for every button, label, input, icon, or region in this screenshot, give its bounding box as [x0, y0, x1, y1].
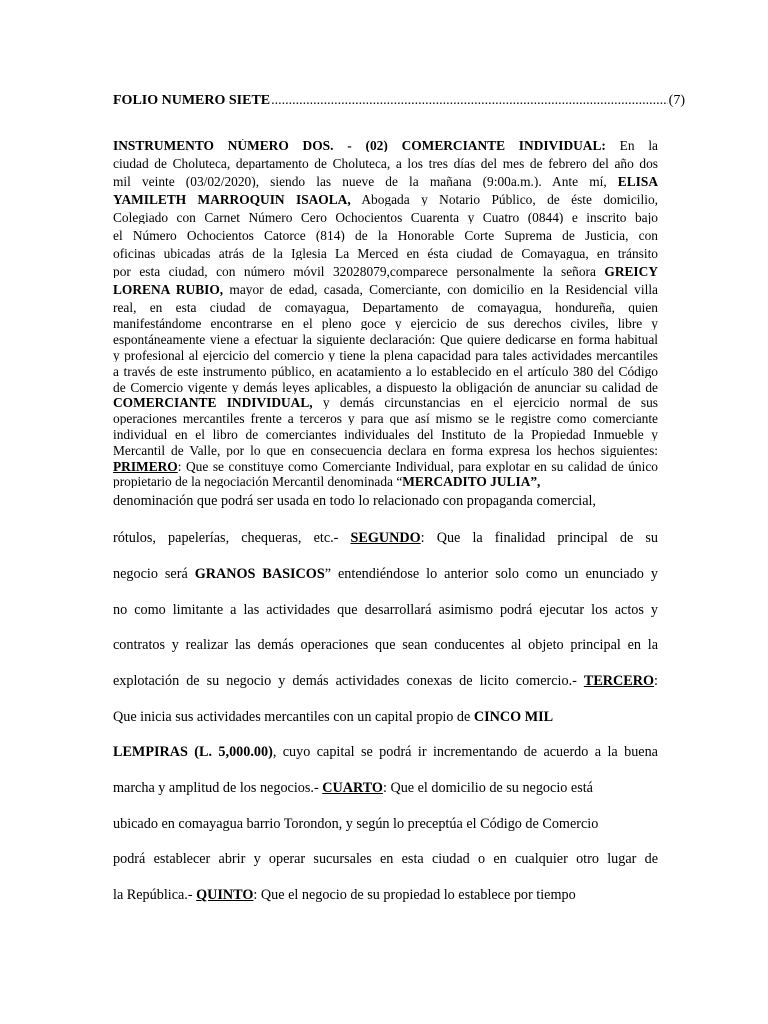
text-line: Mercantil de Valle, por lo que en consecuencia declara en forma expresa los hechos siguientes: — [113, 444, 658, 458]
text-line — [113, 265, 658, 278]
text-line: denominación que podrá ser usada en todo lo relacionado con propaganda comercial, — [113, 494, 596, 509]
text-line: y profesional al ejercicio del comercio y tiene la plena capacidad para tales actividades mercantiles — [113, 349, 658, 363]
text-line — [113, 567, 658, 581]
text-run: mayor de edad, casada, Comerciante, con domicilio en la Residencial villa — [223, 283, 658, 297]
text-line — [113, 193, 658, 206]
text-line — [113, 283, 658, 296]
text-run: Abogada y Notario Público, de éste domicilio, — [350, 193, 658, 207]
text-line — [113, 888, 658, 902]
text-line — [113, 175, 658, 188]
clause-heading: QUINTO — [196, 888, 254, 903]
text-line: ciudad de Choluteca, departamento de Choluteca, a los tres días del mes de febrero del año dos — [113, 157, 658, 171]
emphasis-text: COMERCIANTE INDIVIDUAL, — [113, 396, 313, 410]
text-run: marcha y amplitud de los negocios.- — [113, 781, 323, 796]
text-line — [113, 674, 658, 688]
text-line — [113, 396, 658, 409]
text-run: Que inicia sus actividades mercantiles con un capital propio de — [113, 710, 474, 725]
emphasis-text: GRANOS BASICOS — [194, 567, 325, 582]
text-line: real, en esta ciudad de comayagua, Departamento de comayagua, hondureña, quien — [113, 301, 658, 315]
text-line: individual en el libro de comerciantes individuales del Instituto de la Propiedad Inmueble y — [113, 428, 658, 442]
text-run: explotación de su negocio y demás actividades conexas de licito comercio.- — [113, 674, 584, 689]
text-run: mil veinte (03/02/2020), siendo las nueve de la mañana (9:00a.m.). Ante mí, — [113, 175, 607, 189]
text-run: En la — [605, 139, 658, 153]
folio-title: FOLIO NUMERO SIETE — [113, 93, 271, 108]
text-line — [113, 460, 658, 473]
text-line: a través de este instrumento público, en acatamiento a lo establecido en el artículo 380 del Código — [113, 365, 658, 379]
clause-heading: CUARTO — [322, 781, 383, 796]
text-line: no como limitante a las actividades que desarrollará asimismo podrá ejecutar los actos y — [113, 603, 658, 618]
capital-amount: CINCO MIL — [473, 710, 554, 725]
text-line — [113, 781, 658, 795]
text-line: espontáneamente viene a efectuar la siguiente declaración: Que quiere dedicarse en forma habitual — [113, 333, 658, 347]
text-line — [113, 139, 658, 152]
clause-heading: TERCERO — [583, 674, 655, 689]
text-line: contratos y realizar las demás operaciones que sean conducentes al objeto principal en la — [113, 638, 658, 653]
text-run: : Que la finalidad principal de su — [420, 531, 658, 546]
notary-name: YAMILETH MARROQUIN ISAOLA, — [113, 193, 351, 207]
appearing-party-name: LORENA RUBIO, — [113, 283, 224, 297]
clause-heading: PRIMERO — [113, 460, 178, 474]
text-run: : Que el negocio de su propiedad lo establece por tiempo — [253, 888, 576, 903]
text-run: la República.- — [113, 888, 197, 903]
text-run: rótulos, papelerías, chequeras, etc.- — [113, 531, 351, 546]
text-line: ubicado en comayagua barrio Torondon, y según lo preceptúa el Código de Comercio — [113, 817, 599, 832]
text-run: : Que el domicilio de su negocio está — [382, 781, 593, 796]
text-run: ” entendiéndose lo anterior solo como un enunciado y — [324, 567, 658, 582]
clause-heading: SEGUNDO — [350, 531, 421, 546]
text-line — [113, 710, 658, 724]
notary-name: ELISA — [606, 175, 658, 189]
text-run: : — [654, 674, 658, 689]
text-line: podrá establecer abrir y operar sucursales en esta ciudad o en cualquier otro lugar de — [113, 852, 658, 867]
text-run: : Que se constituye como Comerciante Individual, para explotar en su calidad de único — [177, 460, 658, 474]
text-line: operaciones mercantiles frente a terceros y para que así mismo se le registre como comerciante — [113, 412, 658, 426]
text-run: propietario de la negociación Mercantil denominada “ — [113, 475, 403, 489]
capital-amount: LEMPIRAS (L. 5,000.00) — [113, 745, 273, 760]
text-run: por esta ciudad, con número móvil 32028079,comparece personalmente la señora — [113, 265, 596, 279]
text-line: de Comercio vigente y demás leyes aplicables, a dispuesto la obligación de anunciar su calidad de — [113, 381, 658, 395]
folio-header — [113, 93, 685, 109]
text-line — [113, 531, 658, 545]
text-line: el Número Ochocientos Catorce (814) de la Honorable Corte Suprema de Justicia, con — [113, 229, 658, 243]
text-line: oficinas ubicadas atrás de la Iglesia La Merced en ésta ciudad de Comayagua, en tránsito — [113, 247, 658, 261]
business-name: MERCADITO JULIA”, — [402, 475, 541, 489]
text-line: Colegiado con Carnet Número Cero Ochocientos Cuarenta y Cuatro (0844) e inscrito bajo — [113, 211, 658, 225]
text-line — [113, 745, 658, 759]
text-line: manifestándome encontrarse en el pleno goce y ejercicio de sus derechos civiles, libre y — [113, 317, 658, 331]
text-run: negocio será — [113, 567, 195, 582]
text-line — [113, 475, 658, 488]
instrument-title: INSTRUMENTO NÚMERO DOS. - (02) COMERCIANTE INDIVIDUAL: — [113, 139, 606, 153]
text-run: y demás circunstancias en el ejercicio normal de sus — [312, 396, 658, 410]
folio-number: (7) — [668, 93, 685, 108]
folio-leader-dots — [271, 93, 668, 109]
text-run: , cuyo capital se podrá ir incrementando de acuerdo a la buena — [272, 745, 658, 760]
appearing-party-name: GREICY — [595, 265, 658, 279]
